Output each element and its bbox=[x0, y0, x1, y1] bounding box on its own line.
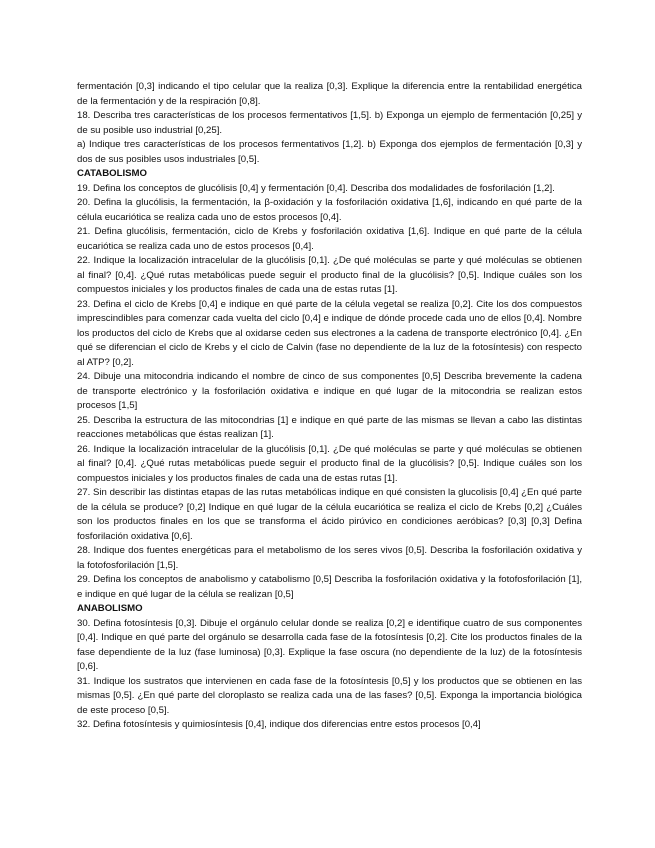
question-32: 32. Defina fotosíntesis y quimiosíntesis [0,4], indique dos diferencias entre estos procesos [0,4] bbox=[77, 719, 481, 730]
question-23: 23. Defina el ciclo de Krebs [0,4] e indique en qué parte de la célula vegetal se realiza [0,2]. Cite los dos compuestos imprescindibles para comenzar cada vuelta del ciclo [0,4] e indique de dónde procede cada uno de ellos [0,4]. Nombre los productos del ciclo de Krebs que al oxidarse ceden sus electrones a la cadena de transporte electrónico [0,4]. ¿En qué se diferencian el ciclo de Krebs y el ciclo de Calvin (fase no dependiente de la luz de la fotosíntesis) con respecto al ATP? [0,2]. bbox=[77, 298, 582, 368]
question-20: 20. Defina la glucólisis, la fermentación, la β-oxidación y la fosforilación oxidativa [1,6], indicando en qué parte de la célula eucariótica se realiza cada uno de estos procesos [0,4]. bbox=[77, 197, 582, 223]
question-17-continued: fermentación [0,3] indicando el tipo celular que la realiza [0,3]. Explique la diferencia entre la rentabilidad energética de la fermentación y de la respiración [0,8]. bbox=[77, 81, 582, 107]
question-25: 25. Describa la estructura de las mitocondrias [1] e indique en qué parte de las mismas se llevan a cabo las distintas reacciones metabólicas que éstas realizan [1]. bbox=[77, 414, 582, 440]
question-30: 30. Defina fotosíntesis [0,3]. Dibuje el orgánulo celular donde se realiza [0,2] e identifique cuatro de sus componentes [0,4]. Indique en qué parte del orgánulo se desarrolla cada fase de la fotosíntesis [0,2]. Cite los productos finales de la fase dependiente de la luz (fase luminosa) [0,3]. Explique la fase oscura (no dependiente de la luz) de la fotosíntesis [0,6]. bbox=[77, 617, 582, 672]
question-18: 18. Describa tres características de los procesos fermentativos [1,5]. b) Exponga un ejemplo de fermentación [0,25] y de su posible uso industrial [0,25]. bbox=[77, 110, 582, 136]
question-22: 22. Indique la localización intracelular de la glucólisis [0,1]. ¿De qué moléculas se parte y qué moléculas se obtienen al final? [0,4]. ¿Qué rutas metabólicas puede seguir el producto final de la glucólisis? [0,5]. Indique cuáles son los compuestos iniciales y los productos finales de cada una de estas rutas [1]. bbox=[77, 255, 582, 295]
question-27: 27. Sin describir las distintas etapas de las rutas metabólicas indique en qué consisten la glucolisis [0,4] ¿En qué parte de la célula se produce? [0,2] Indique en qué lugar de la célula eucariótica se realiza el ciclo de Krebs [0,2] ¿Cuáles son los productos finales en los que se transforma el ácido pirúvico en condiciones aeróbicas? [0,3] [0,3] Defina fosforilación oxidativa [0,6]. bbox=[77, 487, 582, 542]
question-28: 28. Indique dos fuentes energéticas para el metabolismo de los seres vivos [0,5]. Describa la fosforilación oxidativa y la fotofosforilación [1,5]. bbox=[77, 545, 582, 571]
question-31: 31. Indique los sustratos que intervienen en cada fase de la fotosíntesis [0,5] y los productos que se obtienen en las mismas [0,5]. ¿En qué parte del cloroplasto se realiza cada una de las fases? [0,5]. Exponga la importancia biológica de este proceso [0,5]. bbox=[77, 675, 582, 716]
question-19: 19. Defina los conceptos de glucólisis [0,4] y fermentación [0,4]. Describa dos modalidades de fosforilación [1,2]. bbox=[77, 182, 555, 194]
question-18-alt: a) Indique tres características de los procesos fermentativos [1,2]. b) Exponga dos ejemplos de fermentación [0,3] y dos de sus posibles usos industriales [0,5]. bbox=[77, 139, 582, 165]
document-page bbox=[77, 80, 582, 733]
section-catabolismo: CATABOLISMO bbox=[77, 168, 147, 179]
question-26: 26. Indique la localización intracelular de la glucólisis [0,1]. ¿De qué moléculas se parte y qué moléculas se obtienen al final? [0,4]. ¿Qué rutas metabólicas puede seguir el producto final de la glucólisis? [0,5]. Indique cuáles son los compuestos iniciales y los productos finales de cada una de estas rutas [1]. bbox=[77, 443, 582, 484]
question-24: 24. Dibuje una mitocondria indicando el nombre de cinco de sus componentes [0,5] Describa brevemente la cadena de transporte electrónico y la fosforilación oxidativa e indique en qué lugar de la mitocondria se realizan estos procesos [1,5] bbox=[77, 371, 582, 411]
section-anabolismo: ANABOLISMO bbox=[77, 603, 143, 614]
question-21: 21. Defina glucólisis, fermentación, ciclo de Krebs y fosforilación oxidativa [1,6]. Indique en qué parte de la célula eucariótica se realiza cada uno de estos procesos [0,4]. bbox=[77, 226, 582, 252]
question-29: 29. Defina los conceptos de anabolismo y catabolismo [0,5] Describa la fosforilación oxidativa y la fotofosforilación [1], e indique en qué lugar de la célula se realizan [0,5] bbox=[77, 574, 582, 600]
